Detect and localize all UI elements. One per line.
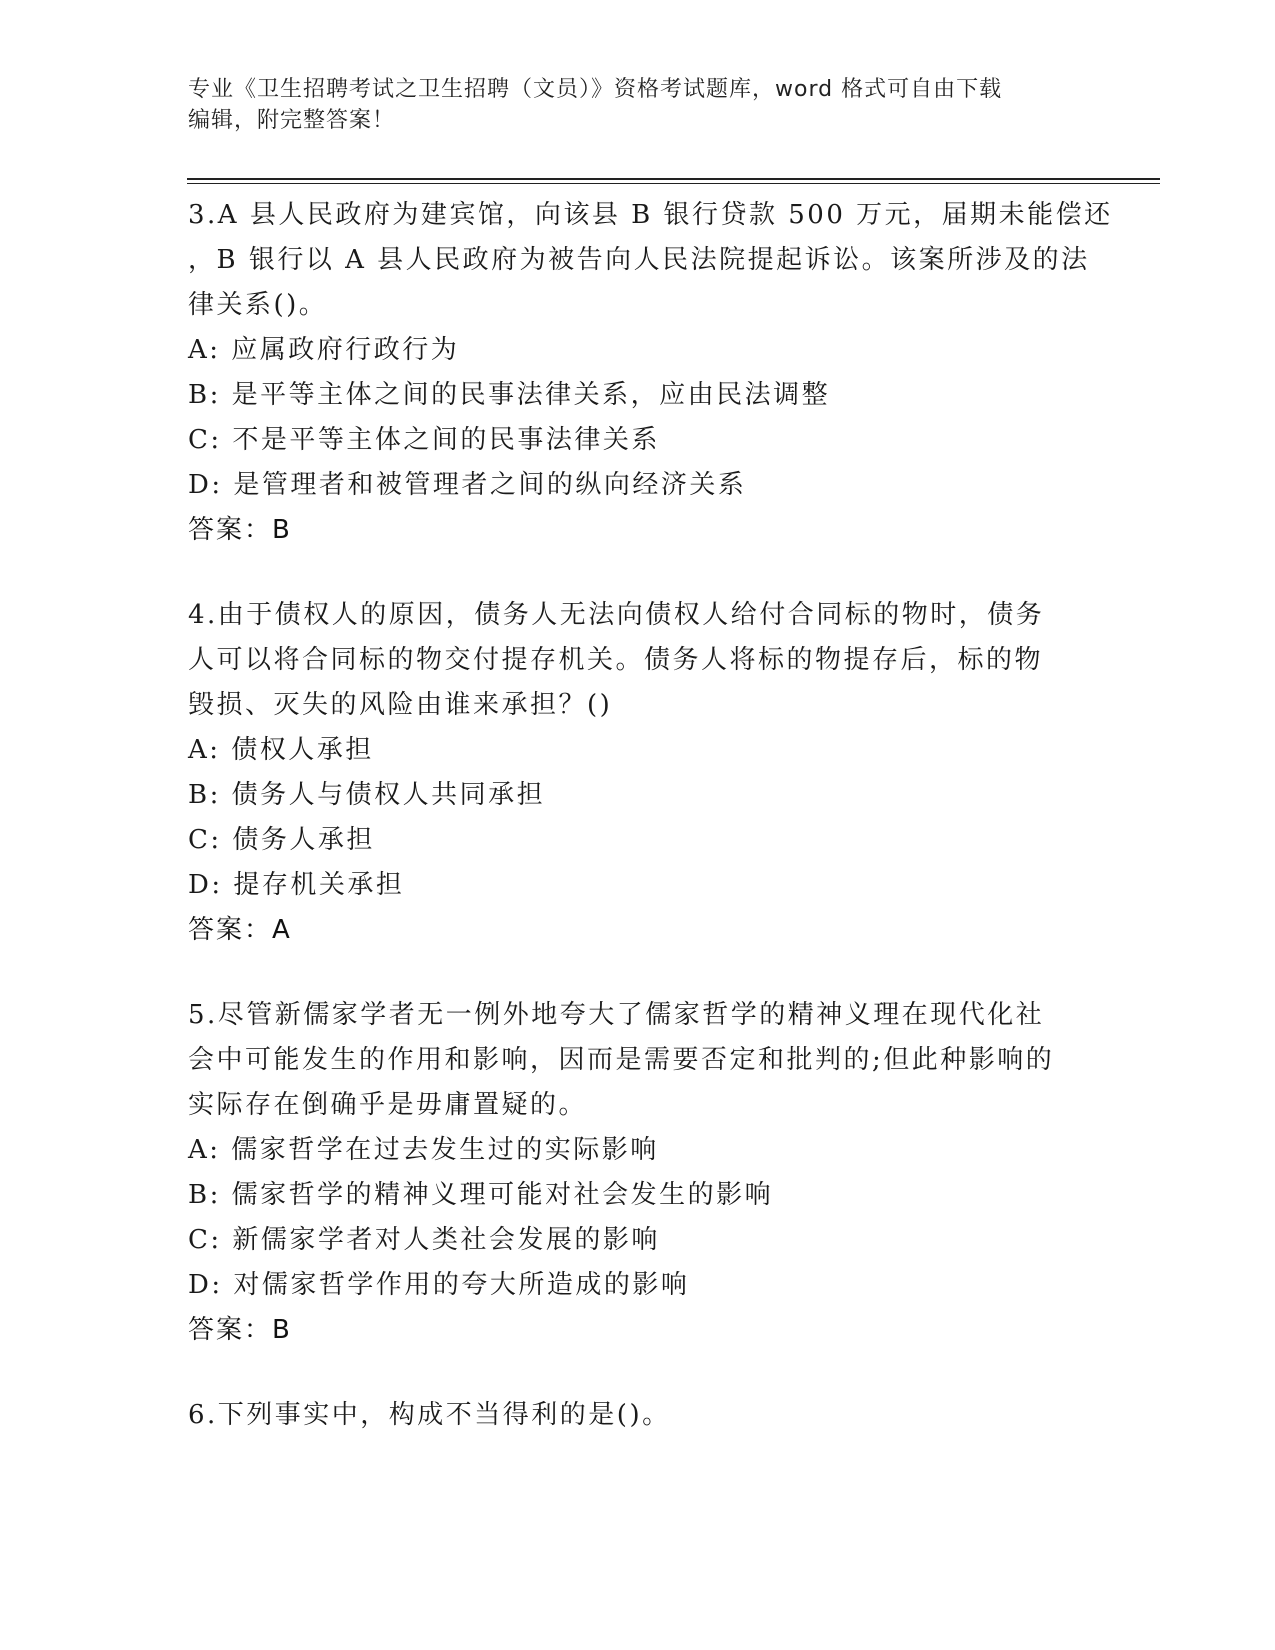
- question-4: [188, 593, 1088, 953]
- option-c: C: 债务人承担: [188, 825, 375, 855]
- question-text-line: 6.下列事实中，构成不当得利的是()。: [188, 1400, 671, 1430]
- question-text-line: 5.尽管新儒家学者无一例外地夸大了儒家哲学的精神义理在现代化社: [188, 1000, 1045, 1030]
- question-text-line: 4.由于债权人的原因，债务人无法向债权人给付合同标的物时，债务: [188, 600, 1045, 630]
- question-6: [188, 1393, 1088, 1438]
- question-text-line: ，B 银行以 A 县人民政府为被告向人民法院提起诉讼。该案所涉及的法: [188, 245, 1090, 275]
- option-b: B: 儒家哲学的精神义理可能对社会发生的影响: [188, 1180, 774, 1210]
- option-b: B: 债务人与债权人共同承担: [188, 780, 546, 810]
- document-header: [188, 74, 1088, 136]
- option-d: D: 对儒家哲学作用的夸大所造成的影响: [188, 1270, 690, 1300]
- answer-label: 答案：B: [188, 515, 292, 545]
- option-a: A: 儒家哲学在过去发生过的实际影响: [188, 1135, 659, 1165]
- question-list: [188, 193, 1113, 1478]
- option-d: D: 提存机关承担: [188, 870, 405, 900]
- answer-label: 答案：B: [188, 1315, 292, 1345]
- option-a: A: 应属政府行政行为: [188, 335, 460, 365]
- question-text-line: 人可以将合同标的物交付提存机关。债务人将标的物提存后，标的物: [188, 645, 1044, 675]
- option-b: B: 是平等主体之间的民事法律关系，应由民法调整: [188, 380, 831, 410]
- question-text-line: 3.A 县人民政府为建宾馆，向该县 B 银行贷款 500 万元，届期未能偿还: [188, 200, 1113, 230]
- header-divider-thick: [187, 178, 1160, 180]
- option-c: C: 新儒家学者对人类社会发展的影响: [188, 1225, 660, 1255]
- option-a: A: 债权人承担: [188, 735, 374, 765]
- option-d: D: 是管理者和被管理者之间的纵向经济关系: [188, 470, 747, 500]
- answer-label: 答案：A: [188, 915, 292, 945]
- question-5: [188, 993, 1088, 1353]
- question-text-line: 会中可能发生的作用和影响，因而是需要否定和批判的;但此种影响的: [188, 1045, 1055, 1075]
- option-c: C: 不是平等主体之间的民事法律关系: [188, 425, 660, 455]
- question-3: [188, 193, 1113, 553]
- header-line-2: 编辑，附完整答案！: [188, 108, 396, 133]
- question-text-line: 律关系()。: [188, 290, 328, 320]
- question-text-line: 实际存在倒确乎是毋庸置疑的。: [188, 1090, 588, 1120]
- question-text-line: 毁损、灭失的风险由谁来承担？(): [188, 690, 613, 720]
- header-line-1: 专业《卫生招聘考试之卫生招聘（文员）》资格考试题库，word 格式可自由下载: [188, 77, 1003, 102]
- header-divider-thin: [187, 183, 1160, 184]
